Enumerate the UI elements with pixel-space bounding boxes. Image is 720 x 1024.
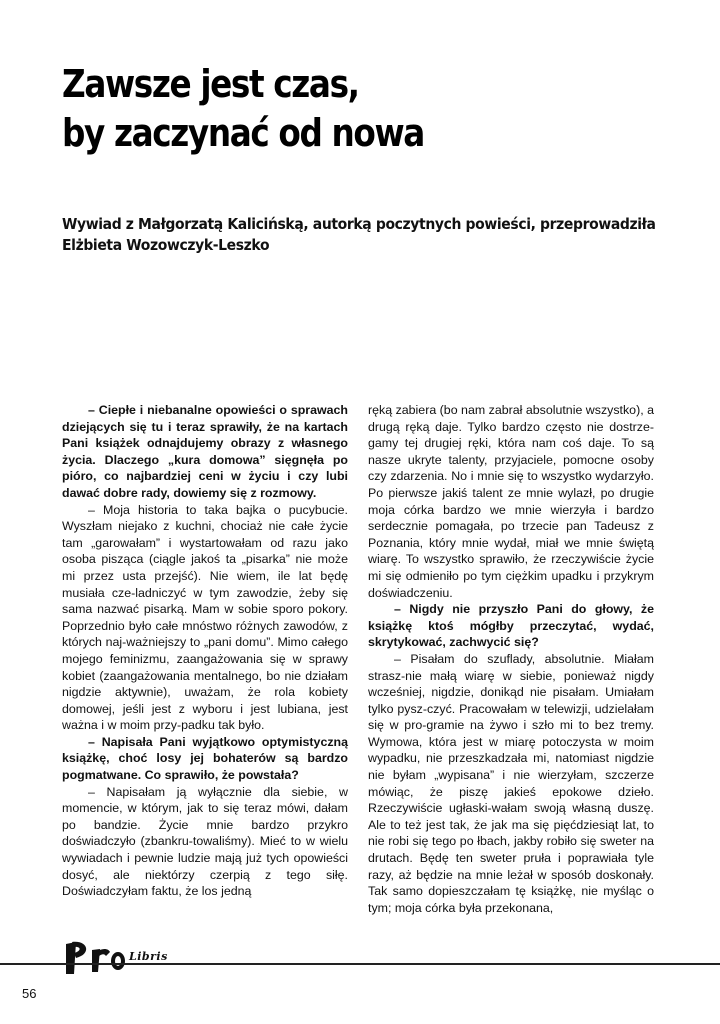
title-line: Zawsze jest czas, (62, 62, 359, 106)
page-number: 56 (22, 986, 37, 1001)
interview-answer: – Pisałam do szuflady, absolutnie. Miałam strasz-nie małą wiarę w siebie, ponieważ nigdy wcześniej, nigdzie, donikąd nie pisałam. Umiałam tylko pysz-czyć. Pracowałam w telewizji, udzielałam się w pro-gramie na żywo i szło mi to bez tremy. Wymowa, która jest w miarę potoczysta w moim wypadku, nie przeszkadzała mi, natomiast nigdzie nie byłam „wypisana” i nie wierzyłam, szczerze mówiąc, że piszę jakieś epokowe dzieło. Rzeczywiście ugłaski-wałam swoją własną duszę. Ale to też jest tak, że jak ma się pięćdziesiąt lat, to nie robi się tego po łbach, jakby robiło się sweter na drutach. Będę ten sweter pruła i poprawiała tyle razy, aż będzie na mnie leżał w sposób doskonały. Tak samo dopieszczałam tę książkę, nie myśląc o tym; moja córka była przekonana, (368, 651, 654, 915)
article-title (62, 60, 578, 158)
article-lead (62, 214, 657, 256)
footer-rule (0, 963, 720, 965)
interview-answer: – Moja historia to taka bajka o pucybucie. Wyszłam niejako z kuchni, chociaż nie całe życie tam „garowałam” i wystartowałam od razu jako osoba pisząca (ciągle jakoś ta „pisarka” nie może mi przez usta przejść). Nie wiem, ile lat będę musiała cze-ladniczyć w tym zawodzie, żeby się sama nazwać pisarką. Mam w sobie sporo pokory. Poprzednio było całe mnóstwo różnych zawodów, z których naj-ważniejszy to „pani domu”. Mimo całego mojego feminizmu, zaangażowania się w sprawy kobiet (zaangażowania mentalnego, bo nie działam nigdzie aktywnie), uważam, że rola kobiety domowej, jeśli jest z wyboru i jest lubiana, jest ważna i w moim przy-padku tak było. (62, 502, 348, 733)
interview-question: – Ciepłe i niebanalne opowieści o sprawach dziejących się tu i teraz sprawiły, że na kartach Pani książek odnajdujemy obrazy z własnego życia. Dlaczego „kura domowa” sięgnęła po pióro, co najbardziej ceni w życiu i czy lubi dawać dobre rady, dowiemy się z rozmowy. (62, 403, 348, 500)
pro-libris-logo-icon (62, 936, 192, 976)
right-column (368, 402, 654, 916)
logo-text: Libris (129, 950, 168, 963)
interview-question: – Nigdy nie przyszło Pani do głowy, że książkę ktoś mógłby przeczytać, wydać, skrytykować, zachwycić się? (368, 602, 654, 650)
lead-line: Wywiad z Małgorzatą Kalicińską, autorką poczytnych powieści, przeprowadziła (62, 215, 656, 233)
lead-line: Elżbieta Wozowczyk-Leszko (62, 236, 270, 254)
left-column (62, 402, 348, 900)
interview-answer: – Napisałam ją wyłącznie dla siebie, w momencie, w którym, jak to się teraz mówi, dałam po bandzie. Życie mnie bardzo przykro doświadczyło (zbankru-towaliśmy). Mieć to w wielu wywiadach i pewnie ludzie mają już tych opowieści dosyć, ale niektórzy czerpią z tego siłę. Doświadczyłam faktu, że los jedną (62, 784, 348, 899)
interview-question: – Napisała Pani wyjątkowo optymistyczną książkę, choć losy jej bohaterów są bardzo pogmatwane. Co sprawiło, że powstała? (62, 734, 348, 783)
title-line: by zaczynać od nowa (62, 111, 424, 155)
interview-answer: ręką zabiera (bo nam zabrał absolutnie wszystko), a drugą ręką daje. Tylko bardzo często nie dostrze-gamy tej drugiej ręki, która nam coś daje. To są nasze ukryte talenty, przyjaciele, pomocne osoby czy zdarzenia. No i mnie się to wszystko wydarzyło. Po pierwsze jakiś talent ze mnie wylazł, po drugie moja córka bardzo we mnie wierzyła i bardzo serdecznie pomagała, po trzecie pan Tadeusz z Poznania, który mnie wydał, miał we mnie świętą wiarę. To wszystko sprawiło, że rzeczywiście życie mi się odmieniło po tym ciężkim upadku i przykrym doświadczeniu. (368, 403, 654, 600)
